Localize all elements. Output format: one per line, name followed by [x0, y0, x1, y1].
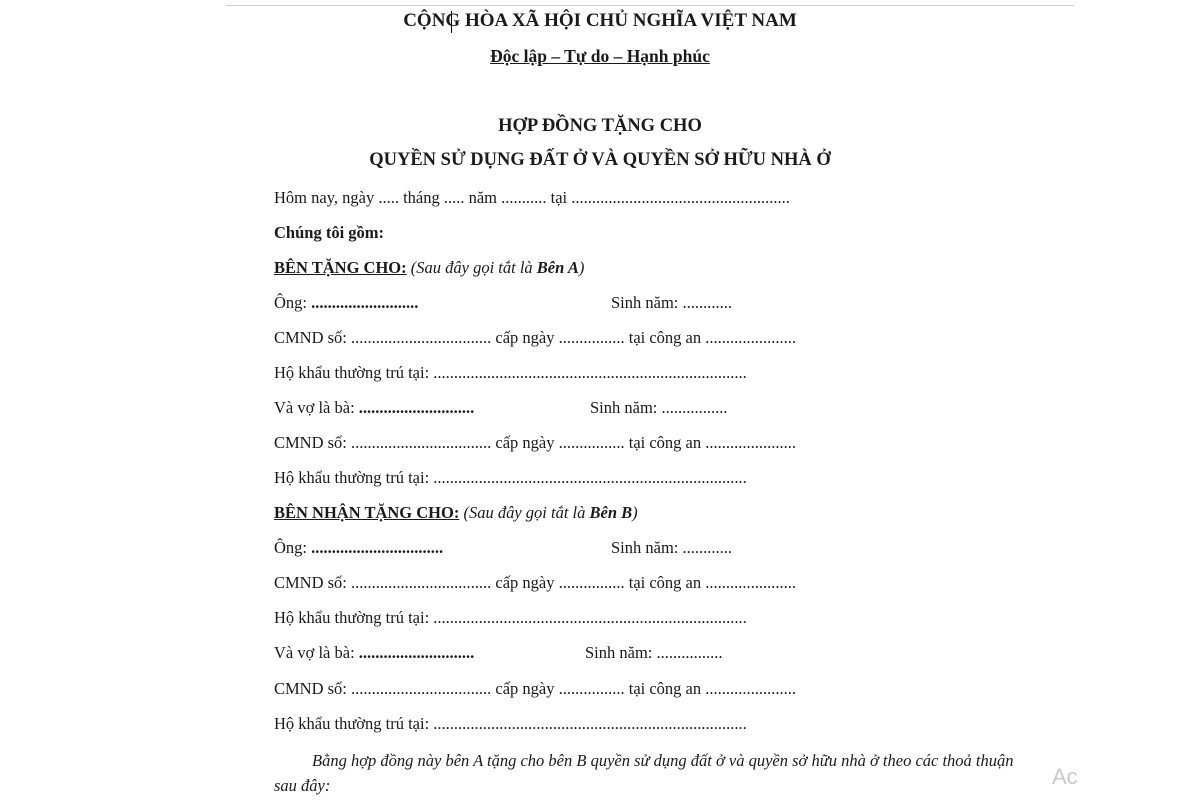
- party-b-husband-line: [274, 538, 443, 558]
- party-a-note-name: Bên A: [536, 258, 579, 277]
- national-motto: Độc lập – Tự do – Hạnh phúc: [490, 46, 710, 66]
- contract-title: HỢP ĐỒNG TẶNG CHO: [498, 116, 702, 136]
- party-a-note-suffix: ): [578, 258, 585, 277]
- party-b-note-suffix: ): [632, 503, 638, 522]
- party-b-residence-2: Hộ khẩu thường trú tại: ............................................................................: [274, 714, 747, 733]
- activate-windows-watermark: Ac: [1052, 764, 1078, 789]
- party-b-residence-1: Hộ khẩu thường trú tại: ............................................................................: [274, 608, 747, 627]
- date-line: Hôm nay, ngày ..... tháng ..... năm ........... tại .....................................................: [274, 188, 790, 207]
- party-a-wife-line: [274, 398, 474, 418]
- parties-label: Chúng tôi gồm:: [274, 223, 385, 242]
- party-a-heading: BÊN TẶNG CHO:: [274, 258, 407, 277]
- party-b-wife-blank: ............................: [358, 643, 475, 662]
- party-a-residence-2: Hộ khẩu thường trú tại: ............................................................................: [274, 468, 747, 487]
- party-b-heading: BÊN NHẬN TẶNG CHO:: [274, 503, 460, 522]
- party-a-residence-1: Hộ khẩu thường trú tại: ............................................................................: [274, 363, 747, 382]
- party-b-heading-line: [274, 503, 638, 523]
- agreement-paragraph: Bằng hợp đồng này bên A tặng cho bên B quyền sử dụng đất ở và quyền sở hữu nhà ở theo các thoả thuận sau đây:: [274, 751, 1014, 795]
- party-a-note-prefix: (Sau đây gọi tắt là: [410, 258, 537, 277]
- party-b-husband-blank: ................................: [311, 538, 444, 557]
- party-b-wife-birth: Sinh năm: ................: [585, 643, 723, 662]
- party-a-id-2: CMND số: .................................. cấp ngày ................ tại công an ......................: [274, 433, 796, 452]
- party-b-note: [463, 503, 637, 522]
- party-b-husband-birth: Sinh năm: ............: [611, 538, 733, 557]
- party-a-heading-line: [274, 258, 584, 278]
- party-a-wife-blank: ............................: [358, 398, 475, 417]
- party-b-id-2: CMND số: .................................. cấp ngày ................ tại công an ......................: [274, 679, 796, 698]
- page-top-border: [226, 5, 1074, 6]
- party-a-wife-label: Và vợ là bà:: [274, 398, 359, 417]
- party-b-wife-label: Và vợ là bà:: [274, 643, 359, 662]
- national-title: CỘNG HÒA XÃ HỘI CHỦ NGHĨA VIỆT NAM: [403, 10, 797, 31]
- party-a-husband-birth: Sinh năm: ............: [611, 293, 733, 312]
- party-a-husband-blank: ..........................: [311, 293, 419, 312]
- party-a-note: [411, 258, 585, 277]
- party-a-wife-birth: Sinh năm: ................: [590, 398, 728, 417]
- contract-subtitle: QUYỀN SỬ DỤNG ĐẤT Ở VÀ QUYỀN SỞ HỮU NHÀ Ở: [369, 150, 831, 170]
- party-a-husband-line: [274, 293, 418, 313]
- party-b-wife-line: [274, 643, 474, 663]
- party-b-id-1: CMND số: .................................. cấp ngày ................ tại công an ......................: [274, 573, 796, 592]
- party-a-husband-label: Ông:: [274, 293, 312, 312]
- party-a-id-1: CMND số: .................................. cấp ngày ................ tại công an ......................: [274, 328, 796, 347]
- party-b-husband-label: Ông:: [274, 538, 312, 557]
- party-b-note-name: Bên B: [589, 503, 633, 522]
- party-b-note-prefix: (Sau đây gọi tắt là: [463, 503, 590, 522]
